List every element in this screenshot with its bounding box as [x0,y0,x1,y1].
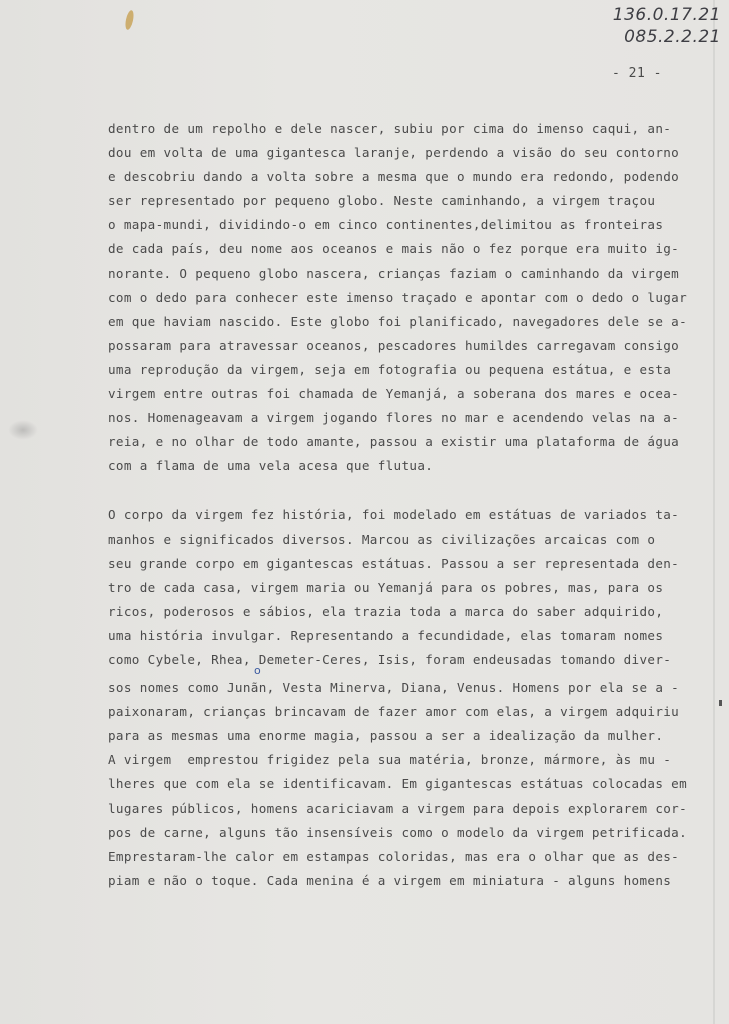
paper-fold-line [713,0,715,1024]
text-line [108,552,708,576]
text-line [108,576,708,600]
text-line-content: sos nomes como Junãn, Vesta Minerva, Diana, Venus. Homens por ela se a - [108,680,680,696]
text-line [108,334,708,358]
text-line-content: lugares públicos, homens acariciavam a virgem para depois explorarem cor- [108,800,688,816]
text-line-content: pos de carne, alguns tão insensíveis como o modelo da virgem petrificada. [108,824,688,840]
text-line-content: Emprestaram-lhe calor em estampas coloridas, mas era o olhar que as des- [108,848,680,864]
text-line-content: uma reprodução da virgem, seja em fotografia ou pequena estátua, e esta [108,361,672,377]
text-line [108,430,708,454]
reference-code: 085.2.2.21 [624,27,721,47]
text-line-content: e descobriu dando a volta sobre a mesma que o mundo era redondo, podendo [108,169,680,185]
page-number: - 21 - [612,66,662,81]
text-line [108,406,708,430]
paragraph [108,117,708,478]
stain-mark [124,9,135,30]
text-line-content: uma história invulgar. Representando a fecundidade, elas tomaram nomes [108,627,664,643]
text-line [108,700,708,724]
reference-code: 136.0.17.21 [612,5,721,25]
paragraph-gap [108,478,708,503]
text-line [108,358,708,382]
smudge-mark [8,420,38,440]
text-line-content: como Cybele, Rhea, Demeter-Ceres, Isis, foram endeusadas tomando diver- [108,651,672,667]
text-line-content: virgem entre outras foi chamada de Yemanjá, a soberana dos mares e ocea- [108,386,680,402]
text-line [108,286,708,310]
text-line [108,600,708,624]
text-line-content: nos. Homenageavam a virgem jogando flores no mar e acendendo velas na a- [108,410,680,426]
text-line [108,165,708,189]
text-line [108,141,708,165]
text-line [108,262,708,286]
text-line-content: piam e não o toque. Cada menina é a virgem em miniatura - alguns homens [108,872,672,888]
text-line-content: lheres que com ela se identificavam. Em gigantescas estátuas colocadas em [108,776,688,792]
text-line-content: dou em volta de uma gigantesca laranje, perdendo a visão do seu contorno [108,145,680,161]
text-line [108,213,708,237]
text-line [108,503,708,527]
text-line [108,648,708,672]
text-line [108,797,708,821]
handwritten-correction: o [254,664,262,678]
margin-mark [719,700,722,706]
text-line-content: manhos e significados diversos. Marcou as civilizações arcaicas com o [108,531,656,547]
text-line-content: paixonaram, crianças brincavam de fazer amor com elas, a virgem adquiriu [108,704,680,720]
text-line [108,821,708,845]
text-line [108,454,708,478]
text-line [108,528,708,552]
text-line [108,772,708,796]
text-line [108,382,708,406]
text-line [108,664,708,700]
text-line-content: em que haviam nascido. Este globo foi planificado, navegadores dele se a- [108,313,688,329]
text-line-content: ricos, poderosos e sábios, ela trazia toda a marca do saber adquirido, [108,603,664,619]
text-line [108,724,708,748]
text-line-content: O corpo da virgem fez história, foi modelado em estátuas de variados ta- [108,507,680,523]
text-line-content: com o dedo para conhecer este imenso traçado e apontar com o dedo o lugar [108,289,688,305]
text-line-content: dentro de um repolho e dele nascer, subiu por cima do imenso caqui, an- [108,121,672,136]
text-line-content: de cada país, deu nome aos oceanos e mais não o fez porque era muito ig- [108,241,680,257]
text-line-content: para as mesmas uma enorme magia, passou a ser a idealização da mulher. [108,728,664,744]
text-line-content: reia, e no olhar de todo amante, passou a existir uma plataforma de água [108,434,680,450]
text-line [108,869,708,893]
text-line-content: seu grande corpo em gigantescas estátuas. Passou a ser representada den- [108,555,680,571]
paragraph [108,503,708,893]
text-line-content: com a flama de uma vela acesa que flutua. [108,458,434,474]
text-line-content: A virgem emprestou frigidez pela sua matéria, bronze, mármore, às mu - [108,752,672,768]
document-body [108,117,708,893]
text-line [108,189,708,213]
text-line [108,845,708,869]
text-line [108,624,708,648]
text-line-content: ser representado por pequeno globo. Neste caminhando, a virgem traçou [108,193,656,209]
text-line [108,310,708,334]
text-line-content: possaram para atravessar oceanos, pescadores humildes carregavam consigo [108,337,680,353]
text-line-content: norante. O pequeno globo nascera, crianças faziam o caminhando da virgem [108,265,680,281]
archive-reference-codes [613,4,721,48]
text-line-content: tro de cada casa, virgem maria ou Yemanjá para os pobres, mas, para os [108,579,664,595]
text-line-content: o mapa-mundi, dividindo-o em cinco continentes,delimitou as fronteiras [108,217,664,233]
text-line [108,748,708,772]
text-line [108,117,708,141]
text-line [108,237,708,261]
